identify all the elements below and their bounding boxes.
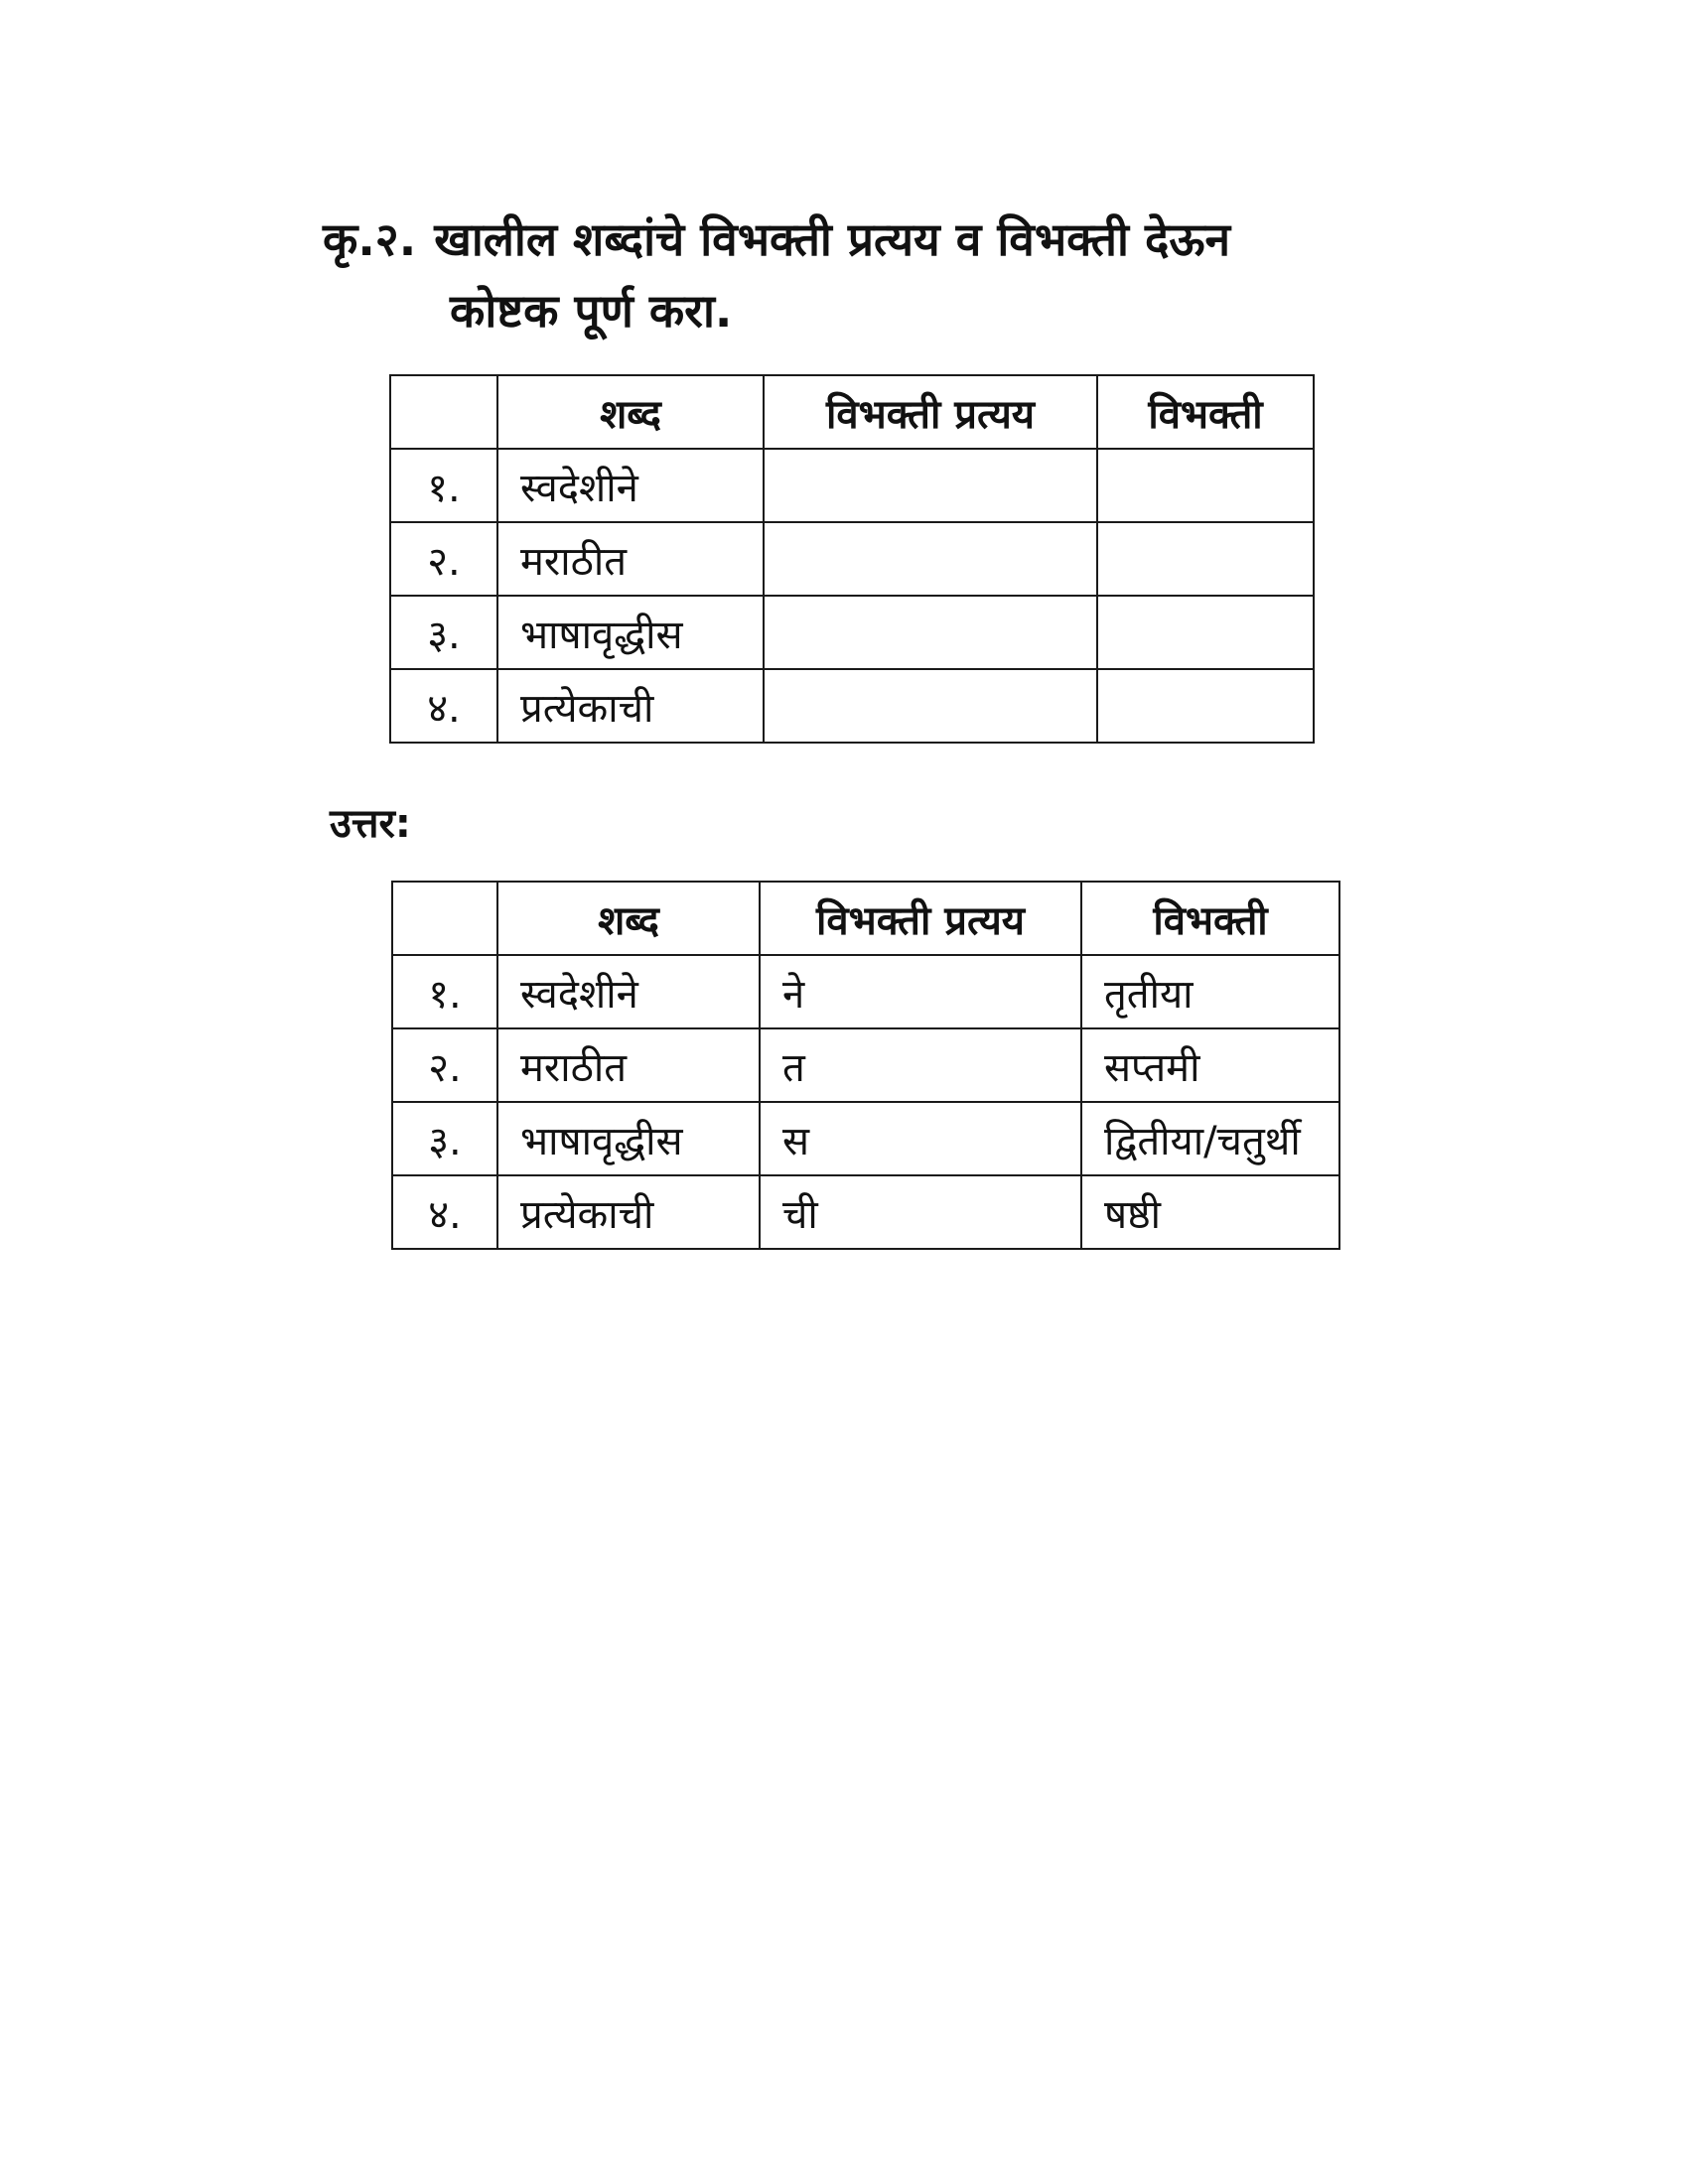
row-suffix: ची [760,1175,1081,1249]
table-row [390,596,1314,669]
row-word: भाषावृद्धीस [497,1102,760,1175]
header-word: शब्द [497,882,760,955]
row-suffix: ने [760,955,1081,1028]
row-suffix: त [760,1028,1081,1102]
answer-table [391,881,1340,1250]
row-case-blank [1097,522,1314,596]
row-word: स्वदेशीने [497,449,764,522]
row-word: प्रत्येकाची [497,669,764,743]
row-case: सप्तमी [1081,1028,1339,1102]
table-row [390,522,1314,596]
question-text-line-2: कोष्टक पूर्ण करा. [450,284,733,338]
row-number: २. [390,522,497,596]
table-header-row [390,375,1314,449]
table-row [392,1175,1339,1249]
row-case-blank [1097,596,1314,669]
row-number: १. [392,955,497,1028]
row-number: ३. [390,596,497,669]
table-row [390,669,1314,743]
row-suffix-blank [764,596,1097,669]
row-case-blank [1097,669,1314,743]
row-case-blank [1097,449,1314,522]
question-text-line-1: खालील शब्दांचे विभक्ती प्रत्यय व विभक्ती देऊन [434,212,1231,266]
row-case: षष्ठी [1081,1175,1339,1249]
row-suffix: स [760,1102,1081,1175]
row-number: ४. [392,1175,497,1249]
row-number: २. [392,1028,497,1102]
question-number: कृ.२. [323,212,417,266]
table-row [392,1028,1339,1102]
row-number: ३. [392,1102,497,1175]
table-row [390,449,1314,522]
header-case: विभक्ती [1097,375,1314,449]
row-number: १. [390,449,497,522]
table-header-row [392,882,1339,955]
question-table [389,374,1315,744]
row-word: मराठीत [497,1028,760,1102]
header-suffix: विभक्ती प्रत्यय [760,882,1081,955]
table-row [392,955,1339,1028]
row-number: ४. [390,669,497,743]
answer-label: उत्तर: [330,801,411,847]
row-case: तृतीया [1081,955,1339,1028]
header-suffix: विभक्ती प्रत्यय [764,375,1097,449]
header-case: विभक्ती [1081,882,1339,955]
header-serial [390,375,497,449]
question [323,204,1415,346]
row-suffix-blank [764,522,1097,596]
question-line-1 [323,204,1415,275]
row-case: द्वितीया/चतुर्थी [1081,1102,1339,1175]
header-serial [392,882,497,955]
row-word: प्रत्येकाची [497,1175,760,1249]
table-row [392,1102,1339,1175]
row-suffix-blank [764,669,1097,743]
row-word: मराठीत [497,522,764,596]
row-suffix-blank [764,449,1097,522]
header-word: शब्द [497,375,764,449]
row-word: स्वदेशीने [497,955,760,1028]
row-word: भाषावृद्धीस [497,596,764,669]
